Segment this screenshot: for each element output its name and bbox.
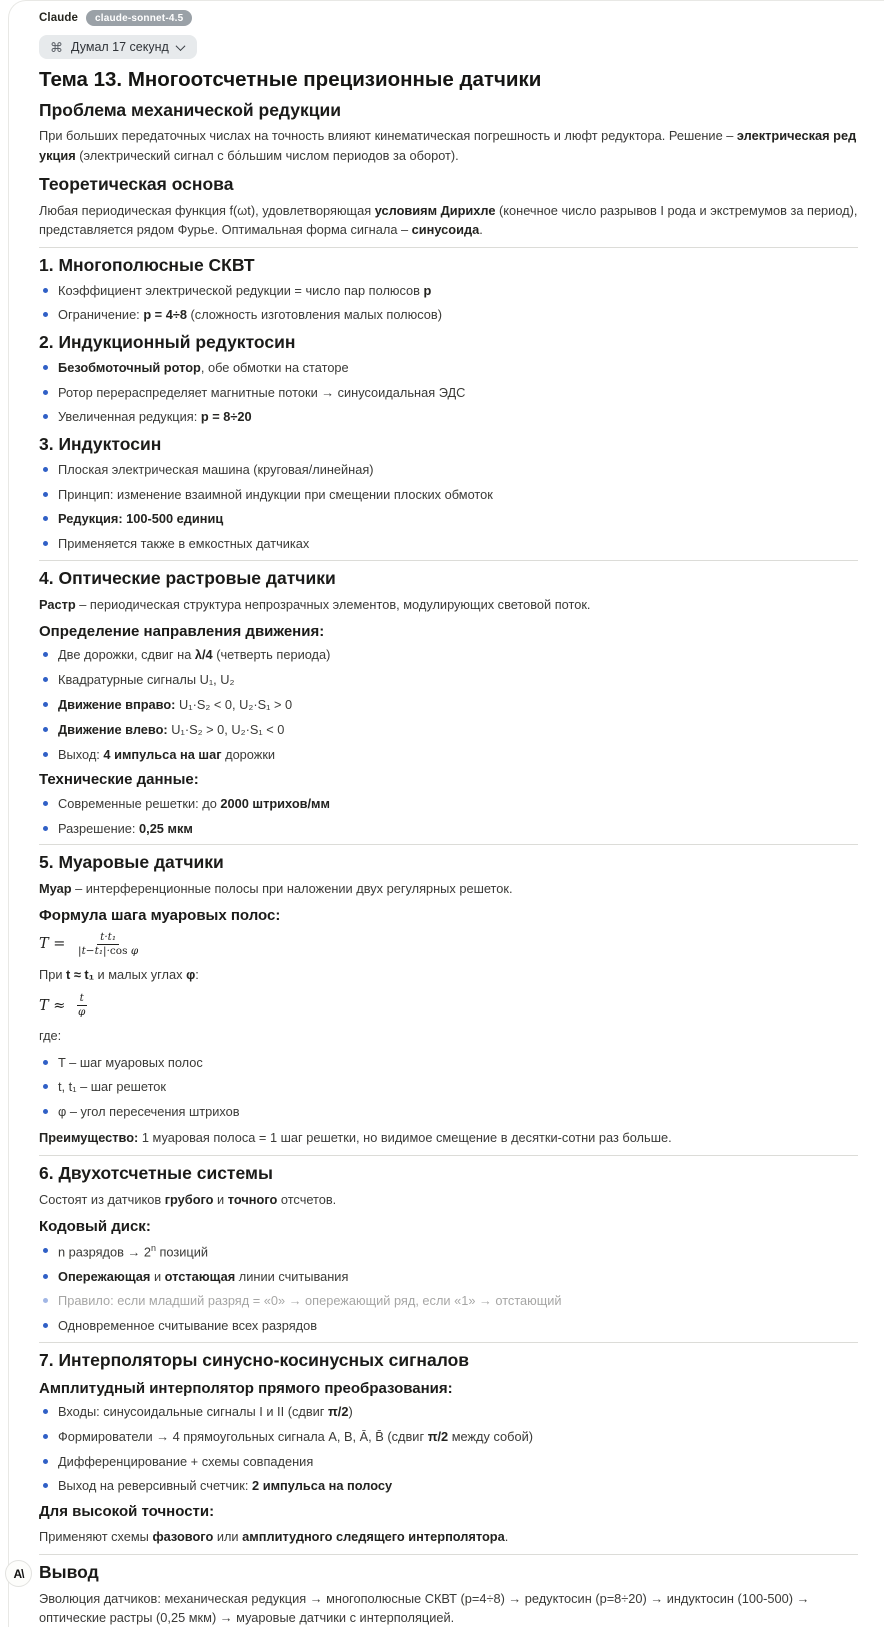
bold-text: 2000 штрихов/мм — [220, 795, 330, 811]
bullet-item — [39, 510, 858, 527]
bullet-item: Разрешение: 0,25 мкм — [39, 820, 858, 837]
bullet-item: Дифференцирование + схемы совпадения — [39, 1453, 858, 1470]
paragraph: При t ≈ t₁ и малых углах φ: — [39, 967, 199, 982]
text: t — [79, 992, 84, 1005]
bold-text: p — [423, 282, 432, 298]
section-divider — [39, 844, 858, 845]
fraction-denominator — [75, 1006, 88, 1019]
bold-text: Редукция: 100-500 единиц — [58, 511, 224, 527]
bullet-item: φ – угол пересечения штрихов — [39, 1103, 858, 1120]
bullet-list — [39, 646, 858, 762]
message-content — [39, 67, 858, 1627]
section-heading: Теоретическая основа — [39, 173, 234, 194]
section-heading: Вывод — [39, 1561, 99, 1582]
bullet-item: Ротор перераспределяет магнитные потоки → синусоидальная ЭДС — [39, 384, 858, 401]
bullet-item: Движение вправо: U₁·S₂ < 0, U₂·S₁ > 0 — [39, 696, 858, 713]
math-formula — [39, 931, 858, 958]
bullet-item: Входы: синусоидальные сигналы I и II (сдвиг π/2) — [39, 1403, 858, 1420]
bold-text: Безобмоточный ротор — [58, 359, 201, 375]
formula-fraction — [75, 992, 88, 1019]
paragraph: При больших передаточных числах на точность влияют кинематическая погрешность и люфт редуктора. Решение – электрическая редукция (электрический сигнал с бо́льшим числом периодов за оборот). — [39, 128, 857, 163]
bold-text: амплитудного следящего интерполятора — [242, 1528, 505, 1544]
bold-text: π/2 — [327, 1404, 349, 1420]
text: T — [39, 997, 49, 1014]
bullet-item: Две дорожки, сдвиг на λ/4 (четверть периода) — [39, 646, 858, 663]
bold-text: грубого — [164, 1191, 214, 1207]
bullet-item: Опережающая и отстающая линии считывания — [39, 1268, 858, 1285]
bold-text: отстающая — [164, 1268, 236, 1284]
section-divider — [39, 1554, 858, 1555]
bullet-item: Выход на реверсивный счетчик: 2 импульса на полосу — [39, 1477, 858, 1494]
paragraph: где: — [39, 1028, 62, 1044]
bold-text: φ — [186, 967, 196, 982]
paragraph: Эволюция датчиков: механическая редукция → многополюсные СКВТ (p=4÷8) → редуктосин (p=8÷20) → индуктосин (100-500) → оптические растры (0,25 мкм) → муаровые датчики с интерполяцией. — [39, 1590, 810, 1625]
bullet-item: T – шаг муаровых полос — [39, 1054, 858, 1071]
message-header — [39, 10, 858, 26]
bullet-list — [39, 359, 858, 426]
bullet-item: Применяется также в емкостных датчиках — [39, 535, 858, 552]
bullet-list — [39, 1242, 858, 1335]
fraction-numerator — [97, 931, 119, 945]
bullet-list — [39, 282, 858, 324]
paragraph: Любая периодическая функция f(ωt), удовлетворяющая условиям Дирихле (конечное число разрывов I рода и экстремумов за период), представляется рядом Фурье. Оптимальная форма сигнала – синусоида. — [39, 202, 858, 237]
bullet-item: Формирователи → 4 прямоугольных сигнала A, B, Ā, B̄ (сдвиг π/2 между собой) — [39, 1428, 858, 1445]
section-divider — [39, 1342, 858, 1343]
text: |t−t₁|· — [78, 944, 110, 957]
bold-text: условиям Дирихле — [374, 202, 496, 218]
bold-text: π/2 — [427, 1428, 449, 1444]
bullet-item: Коэффициент электрической редукции = число пар полюсов p — [39, 282, 858, 299]
text: φ — [78, 1006, 86, 1019]
bold-text: Растр — [39, 596, 76, 612]
text: φ — [130, 944, 139, 957]
formula-lhs: T ≈ — [39, 997, 71, 1014]
paragraph: Растр – периодическая структура непрозрачных элементов, модулирующих световой поток. — [39, 596, 591, 612]
bold-text: электрическая редукция — [39, 128, 857, 163]
bold-text: Опережающая — [58, 1268, 151, 1284]
bullet-list — [39, 795, 858, 837]
formula-lhs: T = — [39, 936, 71, 953]
claude-avatar — [5, 1560, 32, 1587]
bullet-item: Увеличенная редукция: p = 8÷20 — [39, 408, 858, 425]
section-heading: 1. Многополюсные СКВТ — [39, 254, 255, 275]
section-heading: 3. Индуктосин — [39, 434, 162, 455]
assistant-name: Claude — [39, 12, 78, 24]
bullet-item: Безобмоточный ротор, обе обмотки на статоре — [39, 359, 858, 376]
section-heading: 6. Двухотсчетные системы — [39, 1163, 273, 1184]
subsection-heading: Определение направления движения: — [39, 622, 325, 640]
paragraph: Состоят из датчиков грубого и точного отсчетов. — [39, 1191, 337, 1207]
thinking-icon: ⌘ — [50, 39, 63, 55]
bullet-item: Одновременное считывание всех разрядов — [39, 1317, 858, 1334]
bold-text: Движение влево: — [58, 721, 168, 737]
bold-text: фазового — [152, 1528, 214, 1544]
section-heading: 2. Индукционный редуктосин — [39, 332, 296, 353]
section-heading: 4. Оптические растровые датчики — [39, 568, 336, 589]
section-divider — [39, 560, 858, 561]
bullet-item: Плоская электрическая машина (круговая/линейная) — [39, 461, 858, 478]
section-divider — [39, 1155, 858, 1156]
thinking-label: Думал 17 секунд — [71, 40, 169, 54]
bold-text: 4 импульса на шаг — [103, 746, 222, 762]
bullet-list — [39, 1054, 858, 1121]
bullet-item: n разрядов → $2^n$ позиций — [39, 1242, 858, 1261]
section-heading: 7. Интерполяторы синусно-косинусных сигналов — [39, 1349, 470, 1370]
formula-fraction — [75, 931, 141, 958]
paragraph: Муар – интерференционные полосы при наложении двух регулярных решеток. — [39, 881, 513, 897]
bold-text: p = 8÷20 — [200, 409, 252, 425]
section-heading: Проблема механической редукции — [39, 99, 342, 120]
bold-text: t ≈ t₁ — [66, 967, 94, 982]
bold-text: точного — [227, 1191, 278, 1207]
bold-text: 0,25 мкм — [139, 820, 193, 836]
paragraph: Применяют схемы фазового или амплитудного следящего интерполятора. — [39, 1528, 509, 1544]
model-badge: claude-sonnet-4.5 — [86, 10, 192, 26]
subsection-heading: Технические данные: — [39, 771, 199, 789]
bullet-item: Квадратурные сигналы U₁, U₂ — [39, 671, 858, 688]
bullet-item: Правило: если младший разряд = «0» → опережающий ряд, если «1» → отстающий — [39, 1292, 858, 1309]
bold-text: синусоида — [411, 221, 480, 237]
bold-text: λ/4 — [194, 647, 213, 663]
thinking-toggle-button[interactable] — [39, 35, 197, 59]
bold-text: Муар — [39, 881, 72, 897]
bullet-list — [39, 1403, 858, 1495]
subsection-heading: Для высокой точности: — [39, 1503, 215, 1521]
bullet-item: Движение влево: U₁·S₂ > 0, U₂·S₁ < 0 — [39, 721, 858, 738]
bold-text: Движение вправо: — [58, 696, 176, 712]
bullet-item: Ограничение: p = 4÷8 (сложность изготовления малых полюсов) — [39, 306, 858, 323]
text: t·t₁ — [100, 930, 117, 943]
bold-text: p = 4÷8 — [143, 307, 187, 323]
subsection-heading: Формула шага муаровых полос: — [39, 907, 281, 925]
assistant-message — [8, 0, 884, 1627]
bullet-item: Выход: 4 импульса на шаг дорожки — [39, 746, 858, 763]
bullet-item: Принцип: изменение взаимной индукции при смещении плоских обмоток — [39, 486, 858, 503]
text: n — [150, 1242, 156, 1253]
paragraph: Преимущество: 1 муаровая полоса = 1 шаг решетки, но видимое смещение в десятки-сотни раз больше. — [39, 1129, 672, 1145]
subsection-heading: Амплитудный интерполятор прямого преобразования: — [39, 1379, 453, 1397]
fraction-denominator: |t−t₁|·cos φ — [78, 944, 139, 957]
bullet-item: t, t₁ – шаг решеток — [39, 1078, 858, 1095]
math-formula — [39, 992, 858, 1019]
message-title: Тема 13. Многоотсчетные прецизионные датчики — [39, 68, 542, 91]
bold-text: Преимущество: — [39, 1129, 139, 1145]
chevron-down-icon — [175, 41, 185, 51]
subsection-heading: Кодовый диск: — [39, 1218, 151, 1236]
section-heading: 5. Муаровые датчики — [39, 852, 224, 873]
anthropic-logo-icon: A\ — [13, 1566, 24, 1581]
bullet-item: Современные решетки: до 2000 штрихов/мм — [39, 795, 858, 812]
text: T — [39, 936, 49, 953]
fraction-numerator — [77, 992, 87, 1006]
section-divider — [39, 247, 858, 248]
bullet-list — [39, 461, 858, 553]
bold-text: 2 импульса на полосу — [252, 1478, 393, 1494]
